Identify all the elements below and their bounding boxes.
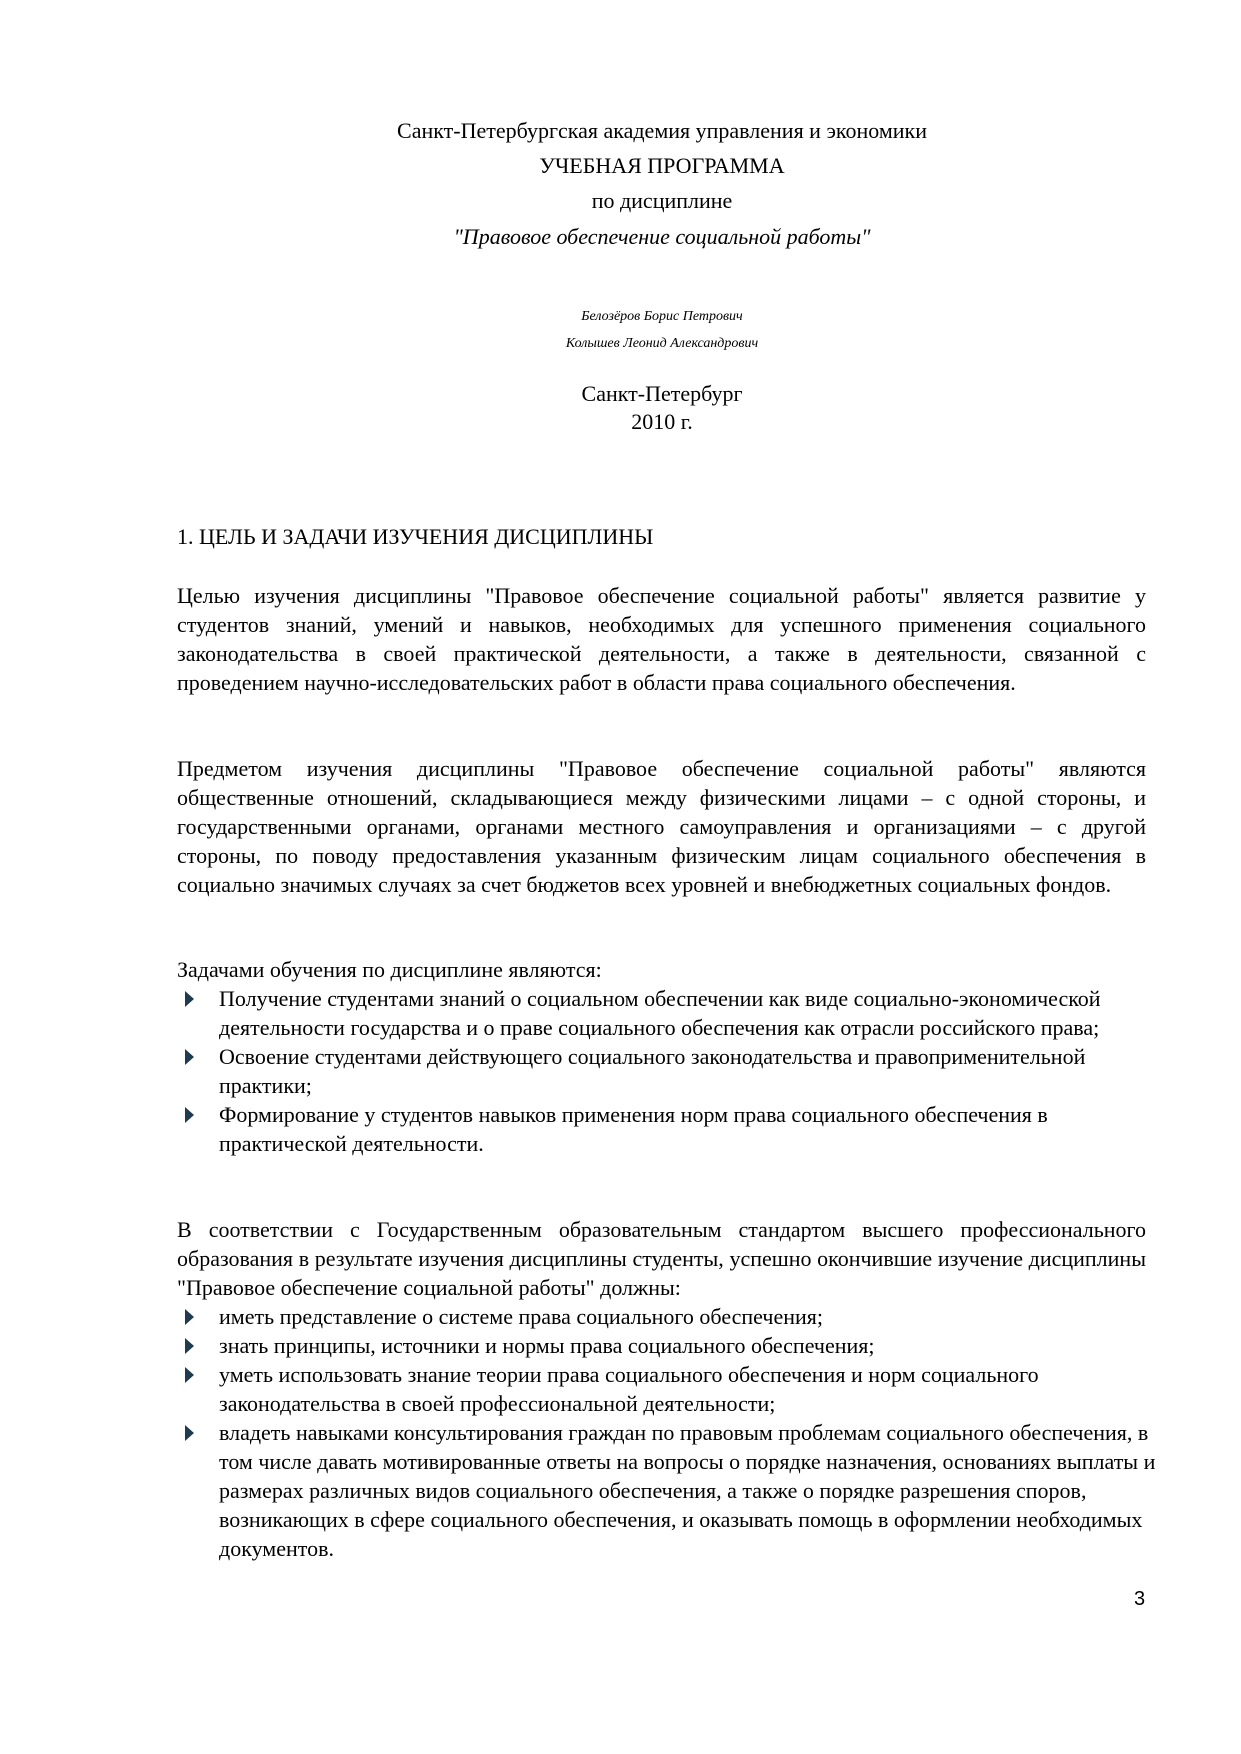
list-item <box>177 1100 1157 1158</box>
tasks-list <box>177 984 1157 1158</box>
standard-paragraph: В соответствии с Государственным образовательным стандартом высшего профессионального образования в результате изучения дисциплины студенты, успешно окончившие изучение дисциплины "Правовое обеспечение социальной работы" должны: <box>177 1217 1146 1300</box>
institution-name: Санкт-Петербургская академия управления и экономики <box>397 118 927 143</box>
list-item <box>177 1331 1157 1360</box>
list-item <box>177 1360 1157 1418</box>
bullet-arrow-icon <box>185 1107 194 1123</box>
bullet-arrow-icon <box>185 1049 194 1065</box>
year: 2010 г. <box>631 409 693 434</box>
list-item-text: Освоение студентами действующего социального законодательства и правоприменительной практики; <box>219 1044 1086 1098</box>
subject-paragraph: Предметом изучения дисциплины "Правовое обеспечение социальной работы" являются общественные отношений, складывающиеся между физическими лицами – с одной стороны, и государственными органами, органами местного самоуправления и организациями – с другой стороны, по поводу предоставления указанным физическим лицам социального обеспечения в социально значимых случаях за счет бюджетов всех уровней и внебюджетных социальных фондов. <box>177 756 1146 897</box>
list-item-text: знать принципы, источники и нормы права социального обеспечения; <box>219 1333 875 1358</box>
bullet-arrow-icon <box>185 991 194 1007</box>
list-item <box>177 984 1157 1042</box>
goal-paragraph: Целью изучения дисциплины "Правовое обеспечение социальной работы" является развитие у студентов знаний, умений и навыков, необходимых для успешного применения социального законодательства в своей практической деятельности, а также в деятельности, связанной с проведением научно-исследовательских работ в области права социального обеспечения. <box>177 583 1146 695</box>
list-item-text: Формирование у студентов навыков применения норм права социального обеспечения в практической деятельности. <box>219 1102 1048 1156</box>
bullet-arrow-icon <box>185 1309 194 1325</box>
city: Санкт-Петербург <box>581 381 743 406</box>
bullet-arrow-icon <box>185 1338 194 1354</box>
document-type: УЧЕБНАЯ ПРОГРАММА <box>539 153 785 178</box>
list-item-text: иметь представление о системе права социального обеспечения; <box>219 1304 823 1329</box>
list-item-text: Получение студентами знаний о социальном обеспечении как виде социально-экономической деятельности государства и о праве социального обеспечения как отрасли российского права; <box>219 986 1101 1040</box>
requirements-list <box>177 1302 1157 1563</box>
list-item <box>177 1302 1157 1331</box>
page-number: 3 <box>1134 1588 1146 1610</box>
discipline-title: "Правовое обеспечение социальной работы" <box>453 224 871 249</box>
subtitle: по дисциплине <box>591 188 733 213</box>
list-item <box>177 1418 1157 1563</box>
list-item <box>177 1042 1157 1100</box>
bullet-arrow-icon <box>185 1425 194 1441</box>
list-item-text: уметь использовать знание теории права социального обеспечения и норм социального законодательства в своей профессиональной деятельности; <box>219 1362 1039 1416</box>
list-item-text: владеть навыками консультирования граждан по правовым проблемам социального обеспечения, в том числе давать мотивированные ответы на вопросы о порядке назначения, основаниях выплаты и размерах различных видов социального обеспечения, а также о порядке разрешения споров, возникающих в сфере социального обеспечения, и оказывать помощь в оформлении необходимых документов. <box>219 1420 1156 1561</box>
section-heading: 1. ЦЕЛЬ И ЗАДАЧИ ИЗУЧЕНИЯ ДИСЦИПЛИНЫ <box>177 524 654 549</box>
tasks-intro: Задачами обучения по дисциплине являются: <box>177 957 602 982</box>
author-2: Колышев Леонид Александрович <box>565 336 759 351</box>
bullet-arrow-icon <box>185 1367 194 1383</box>
author-1: Белозёров Борис Петрович <box>581 309 743 324</box>
